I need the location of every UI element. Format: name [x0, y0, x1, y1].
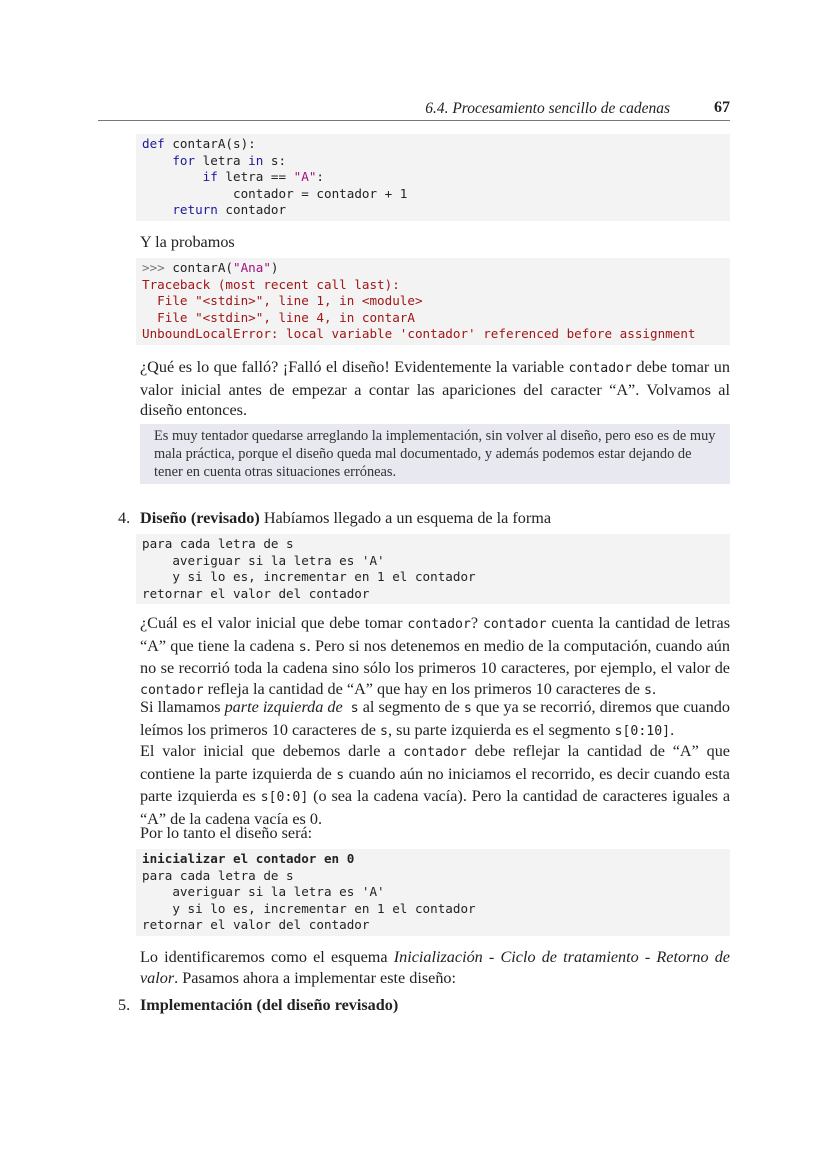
item-heading: Diseño (revisado)	[140, 509, 260, 527]
scheme-block-revised: inicializar el contador en 0 para cada letra de s averiguar si la letra es 'A' y si lo es, incrementar en 1 el contador retornar el valor del contador	[136, 849, 730, 936]
scheme-block: para cada letra de s averiguar si la letra es 'A' y si lo es, incrementar en 1 el contador retornar el valor del contador	[136, 534, 730, 604]
paragraph-por-lo-tanto: Por lo tanto el diseño será:	[140, 824, 313, 842]
item-text: Habíamos llegado a un esquema de la forma	[259, 509, 552, 527]
item-number: 4.	[118, 509, 131, 527]
paragraph-cual: ¿Cuál es el valor inicial que debe tomar contador? contador cuenta la cantidad de letras “A” que tiene la cadena s. Pero si nos detenemos en medio de la computación, cuando aún no se recorrió toda la cadena sino sólo los primeros 10 caracteres, por ejemplo, el valor de contador refleja la cantidad de “A” que hay en los primeros 10 caracteres de s.	[140, 614, 731, 698]
item-number: 5.	[118, 996, 131, 1014]
paragraph-valor-inicial: El valor inicial que debemos darle a contador debe reflejar la cantidad de “A” que contiene la parte izquierda de s cuando aún no iniciamos el recorrido, es decir cuando esta parte izquierda es s[0:0] (o sea la cadena vacía). Pero la cantidad de caracteres iguales a “A” de la cadena vacía es 0.	[140, 742, 731, 828]
note-box: Es muy tentador quedarse arreglando la implementación, sin volver al diseño, pero eso es de muy mala práctica, porque el diseño queda mal documentado, y además podemos estar dejando de tener en cuenta otras situaciones erróneas.	[140, 424, 730, 484]
list-item-4	[118, 508, 551, 528]
interpreter-session: >>> contarA("Ana") Traceback (most recent call last): File "<stdin>", line 1, in <module> File "<stdin>", line 4, in contarA UnboundLocalError: local variable 'contador' referenced before assignment	[136, 258, 730, 345]
section-title: 6.4. Procesamiento sencillo de cadenas	[425, 100, 670, 117]
running-header	[98, 98, 730, 121]
page-number: 67	[714, 99, 730, 116]
item-heading: Implementación (del diseño revisado)	[140, 996, 399, 1014]
paragraph-fallo: ¿Qué es lo que falló? ¡Falló el diseño! Evidentemente la variable contador debe tomar un valor inicial antes de empezar a contar las apariciones del caracter “A”. Volvamos al diseño entonces.	[140, 358, 730, 419]
paragraph-parte-izquierda: Si llamamos parte izquierda de s al segmento de s que ya se recorrió, diremos que cuando leímos los primeros 10 caracteres de s, su parte izquierda es el segmento s[0:10].	[140, 698, 730, 739]
list-item-5	[118, 995, 398, 1015]
code-block-contarA: def contarA(s): for letra in s: if letra == "A": contador = contador + 1 return contador	[136, 134, 730, 221]
paragraph-probamos: Y la probamos	[140, 233, 235, 251]
paragraph-identificaremos: Lo identificaremos como el esquema Inicialización - Ciclo de tratamiento - Retorno de valor. Pasamos ahora a implementar este diseño:	[140, 948, 730, 987]
